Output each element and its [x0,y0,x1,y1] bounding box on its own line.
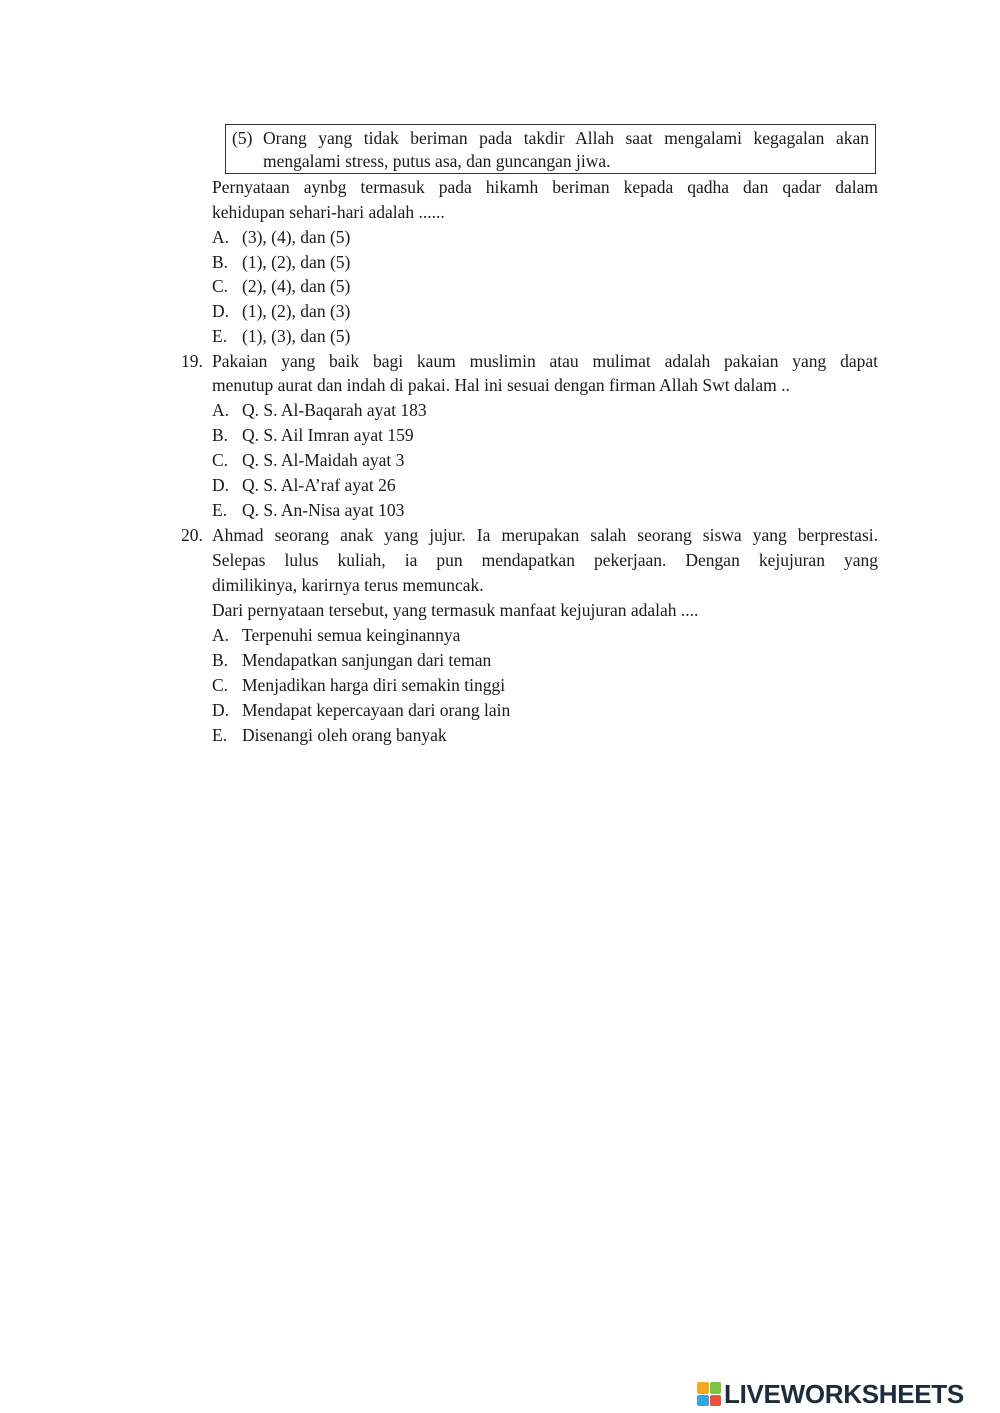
option-letter: D. [212,700,230,720]
option-letter: D. [212,475,230,495]
logo-square-icon [710,1382,722,1394]
option-text: Q. S. An-Nisa ayat 103 [242,500,405,520]
logo-square-icon [710,1395,722,1407]
question-stem-line: kehidupan sehari-hari adalah ...... [212,202,445,222]
option-text: Menjadikan harga diri semakin tinggi [242,675,506,695]
option-text: Terpenuhi semua keinginannya [242,625,461,645]
question-stem-line: Pernyataan aynbg termasuk pada hikamh beriman kepada qadha dan qadar dalam [212,177,878,197]
logo-square-icon [697,1395,709,1407]
logo-text: LIVEWORKSHEETS [724,1378,964,1409]
option-text: Q. S. Al-A’raf ayat 26 [242,475,396,495]
option-letter: A. [212,400,230,420]
logo-square-icon [697,1382,709,1394]
option-text: Q. S. Al-Maidah ayat 3 [242,450,405,470]
option-text: (2), (4), dan (5) [242,276,351,296]
statement-text-line-2: mengalami stress, putus asa, dan guncangan jiwa. [263,151,611,171]
option-letter: C. [212,675,229,695]
question-number: 20. [181,525,203,545]
option-letter: A. [212,625,230,645]
option-letter: A. [212,227,230,247]
question-stem-line: Selepas lulus kuliah, ia pun mendapatkan pekerjaan. Dengan kejujuran yang [212,550,878,570]
option-letter: B. [212,425,229,445]
option-text: (3), (4), dan (5) [242,227,351,247]
question-number: 19. [181,351,203,371]
option-letter: B. [212,650,229,670]
option-text: Mendapat kepercayaan dari orang lain [242,700,511,720]
liveworksheets-logo[interactable] [697,1379,964,1409]
option-letter: E. [212,725,228,745]
option-text: Q. S. Ail Imran ayat 159 [242,425,414,445]
liveworksheets-logo-icon [697,1382,721,1406]
option-letter: C. [212,276,229,296]
option-letter: D. [212,301,230,321]
question-stem-line: Ahmad seorang anak yang jujur. Ia merupakan salah seorang siswa yang berprestasi. [212,525,878,545]
option-letter: E. [212,500,228,520]
option-letter: C. [212,450,229,470]
question-stem-line: menutup aurat dan indah di pakai. Hal ini sesuai dengan firman Allah Swt dalam .. [212,375,790,395]
option-letter: E. [212,326,228,346]
option-text: (1), (2), dan (3) [242,301,351,321]
statement-box [225,124,876,174]
option-text: (1), (3), dan (5) [242,326,351,346]
option-text: Disenangi oleh orang banyak [242,725,447,745]
question-stem-line: Dari pernyataan tersebut, yang termasuk manfaat kejujuran adalah .... [212,600,699,620]
option-text: (1), (2), dan (5) [242,252,351,272]
option-letter: B. [212,252,229,272]
option-text: Mendapatkan sanjungan dari teman [242,650,492,670]
statement-number: (5) [232,128,253,148]
question-stem-line: dimilikinya, karirnya terus memuncak. [212,575,484,595]
option-text: Q. S. Al-Baqarah ayat 183 [242,400,427,420]
question-stem-line: Pakaian yang baik bagi kaum muslimin atau mulimat adalah pakaian yang dapat [212,351,878,371]
statement-text-line-1: Orang yang tidak beriman pada takdir Allah saat mengalami kegagalan akan [263,128,869,148]
